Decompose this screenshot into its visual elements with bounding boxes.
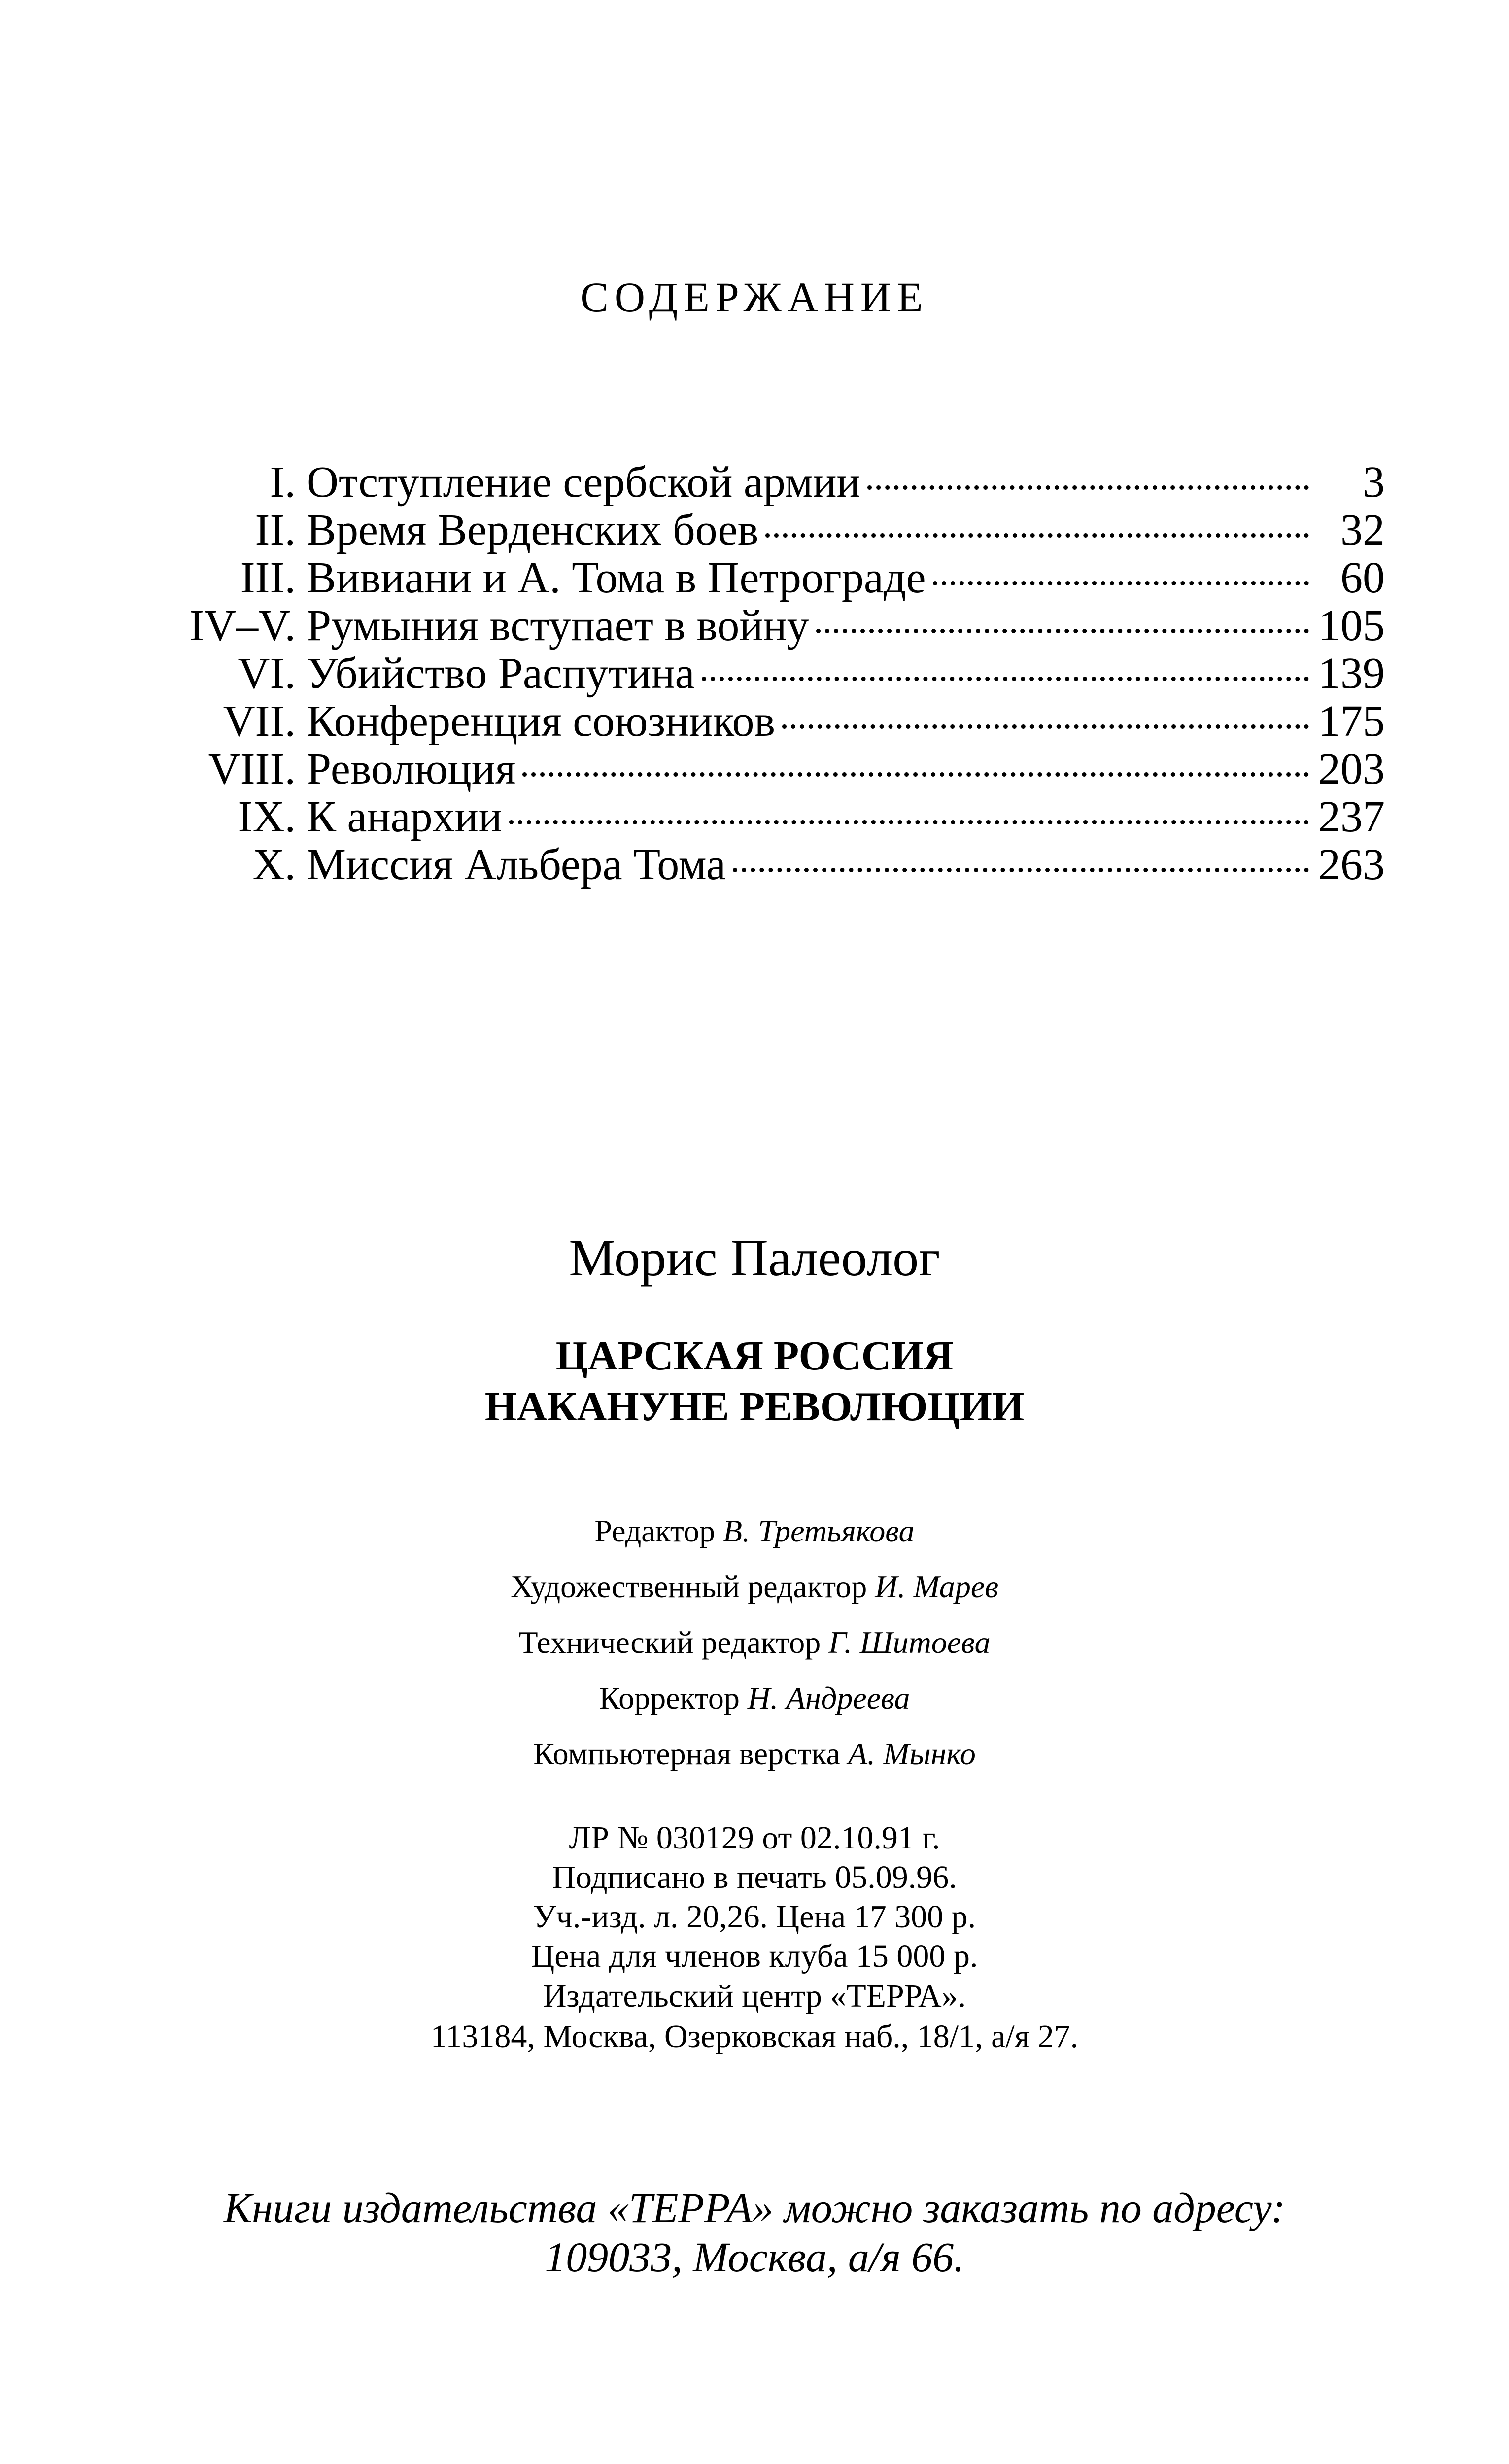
toc-entry-page: 175 (1318, 697, 1385, 746)
credit-row (0, 1559, 1509, 1614)
license-line: ЛР № 030129 от 02.10.91 г. (569, 1820, 940, 1856)
credit-name: А. Мынко (848, 1736, 976, 1771)
toc-entry-title: К анархии (307, 792, 502, 841)
order-note-address: 109033, Москва, а/я 66. (545, 2233, 964, 2281)
credit-role: Редактор (594, 1513, 716, 1548)
credit-role: Компьютерная верстка (533, 1736, 840, 1771)
toc-entry-number: X. (252, 840, 296, 889)
credit-name: Н. Андреева (747, 1680, 910, 1715)
book-title-line: ЦАРСКАЯ РОССИЯ (555, 1333, 954, 1379)
toc-entry-number: VI. (238, 649, 296, 698)
order-note-line: Книги издательства «ТЕРРА» можно заказать по адресу: (223, 2184, 1286, 2231)
toc-entry-number: III. (240, 553, 296, 602)
publisher-name: Издательский центр «ТЕРРА». (543, 1978, 966, 2014)
toc-entry-title: Убийство Распутина (307, 649, 695, 698)
toc-entry-title: Вивиани и А. Тома в Петрограде (307, 553, 926, 602)
toc-heading: СОДЕРЖАНИЕ (580, 274, 929, 321)
toc-entry-title: Конференция союзников (307, 697, 776, 746)
credit-name: Г. Шитоева (828, 1625, 991, 1660)
club-price-line: Цена для членов клуба 15 000 р. (531, 1938, 978, 1974)
toc-dot-leader (867, 485, 1309, 490)
toc-entry (163, 650, 1385, 697)
toc-dot-leader (765, 533, 1309, 538)
toc-entry-page: 139 (1318, 649, 1385, 698)
toc-entry-page: 3 (1363, 458, 1385, 507)
toc-dot-leader (733, 868, 1309, 872)
toc-entry-title: Время Верденских боев (307, 506, 759, 554)
toc-entry-title: Отступление сербской армии (307, 458, 860, 507)
toc-entry-page: 263 (1318, 840, 1385, 889)
toc-entry-page: 203 (1318, 745, 1385, 793)
credit-row (0, 1503, 1509, 1559)
credits (0, 1503, 1509, 1781)
toc-entry (163, 793, 1385, 841)
credit-role: Корректор (599, 1680, 740, 1715)
toc-entry (163, 697, 1385, 745)
credit-name: В. Третьякова (723, 1513, 915, 1548)
toc-entry-page: 60 (1340, 553, 1385, 602)
credit-row (0, 1614, 1509, 1670)
toc-dot-leader (522, 772, 1309, 777)
book-title-line: НАКАНУНЕ РЕВОЛЮЦИИ (484, 1384, 1025, 1430)
credit-role: Технический редактор (518, 1625, 821, 1660)
table-of-contents (163, 458, 1385, 889)
toc-entry-number: IX. (238, 792, 296, 841)
book-title (0, 1331, 1509, 1432)
toc-entry (163, 554, 1385, 602)
price-line: Уч.-изд. л. 20,26. Цена 17 300 р. (533, 1899, 976, 1935)
credit-row (0, 1726, 1509, 1781)
toc-entry-title: Миссия Альбера Тома (307, 840, 726, 889)
imprint-info (0, 1818, 1509, 1976)
toc-entry (163, 841, 1385, 889)
toc-dot-leader (933, 581, 1309, 585)
toc-entry-title: Революция (307, 745, 516, 793)
toc-entry (163, 506, 1385, 554)
toc-dot-leader (702, 677, 1309, 681)
toc-entry-page: 237 (1318, 792, 1385, 841)
toc-entry (163, 745, 1385, 793)
toc-dot-leader (509, 820, 1309, 824)
toc-entry-number: II. (255, 506, 296, 554)
toc-entry-page: 32 (1340, 506, 1385, 554)
toc-entry-number: VII. (223, 697, 296, 746)
toc-entry-number: IV–V. (189, 601, 296, 650)
toc-entry (163, 458, 1385, 506)
toc-entry (163, 602, 1385, 650)
toc-entry-page: 105 (1318, 601, 1385, 650)
toc-dot-leader (816, 629, 1309, 633)
publisher-info (0, 1976, 1509, 2057)
toc-entry-number: VIII. (208, 745, 296, 793)
toc-entry-number: I. (270, 458, 296, 507)
toc-dot-leader (782, 724, 1309, 729)
credit-role: Художественный редактор (511, 1569, 867, 1604)
credit-name: И. Марев (875, 1569, 998, 1604)
credit-row (0, 1670, 1509, 1726)
order-note (0, 2183, 1509, 2282)
author-name: Морис Палеолог (569, 1229, 940, 1287)
signed-line: Подписано в печать 05.09.96. (552, 1859, 957, 1895)
toc-entry-title: Румыния вступает в войну (307, 601, 809, 650)
publisher-address: 113184, Москва, Озерковская наб., 18/1, а/я 27. (430, 2019, 1079, 2054)
